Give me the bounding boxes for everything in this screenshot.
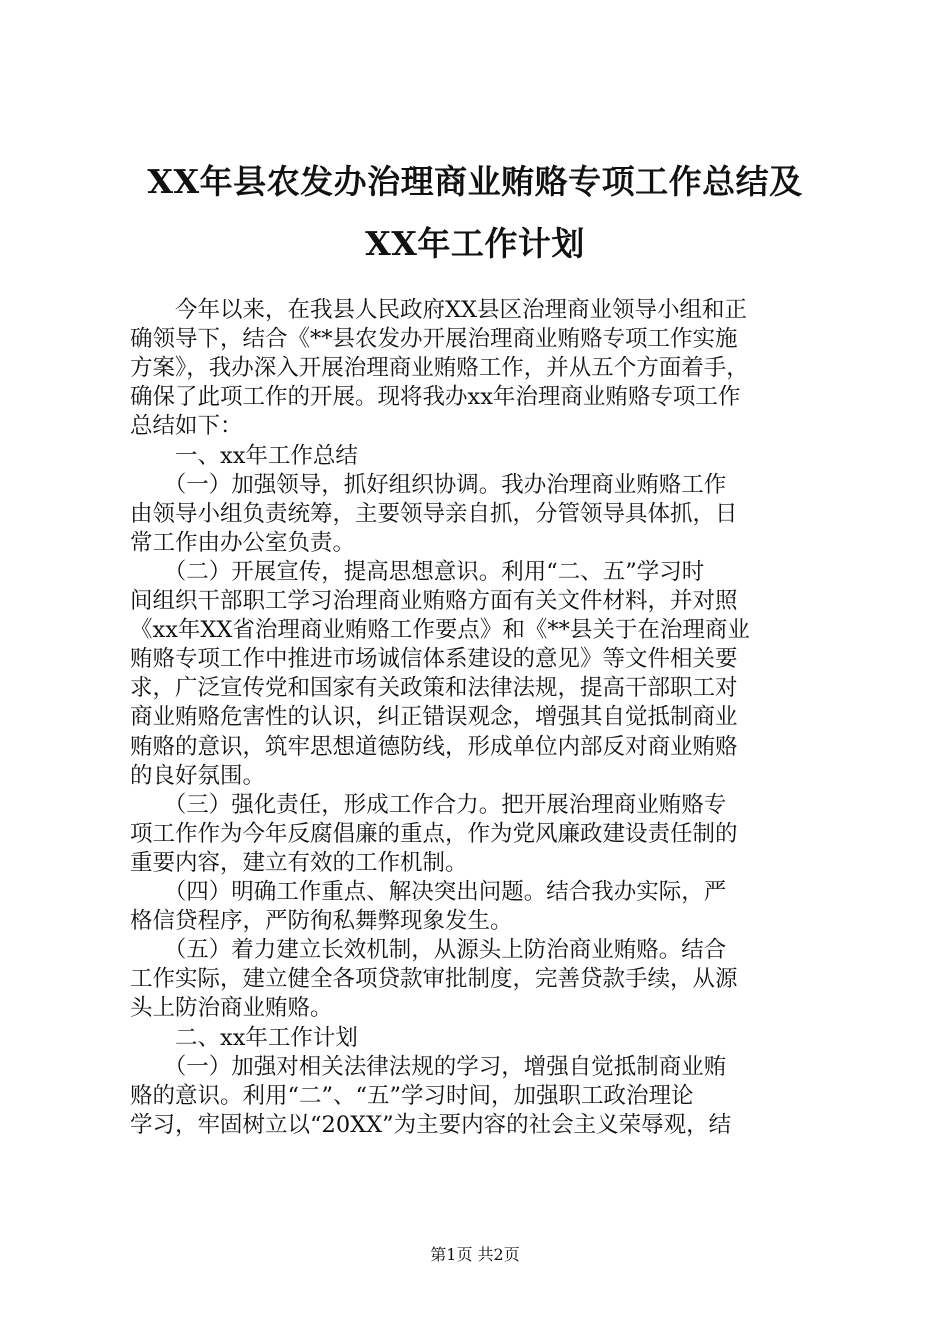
text-line: （一）加强领导，抓好组织协调。我办治理商业贿赂工作 (130, 471, 727, 498)
text-line: 由领导小组负责统筹，主要领导亲自抓，分管领导具体抓，日 (130, 500, 738, 527)
text-line: 总结如下： (130, 413, 243, 440)
text-line: 二、xx年工作计划 (130, 1024, 358, 1051)
text-line: （四）明确工作重点、解决突出问题。结合我办实际，严 (130, 879, 727, 905)
document-title-line2: XX年工作计划 (365, 224, 585, 263)
page-footer: 第1页 共2页 (430, 1245, 520, 1264)
text-line: 今年以来，在我县人民政府XX县区治理商业领导小组和正 (130, 297, 748, 323)
text-line: 格信贷程序，严防徇私舞弊现象发生。 (130, 908, 513, 935)
text-line: 间组织干部职工学习治理商业贿赂方面有关文件材料，并对照 (130, 588, 738, 614)
text-line: 常工作由办公室负责。 (130, 529, 356, 556)
text-line: 头上防治商业贿赂。 (130, 995, 333, 1022)
document-title-line1: XX年县农发办治理商业贿赂专项工作总结及 (147, 162, 803, 201)
text-line: 赂的意识。利用“二”、“五”学习时间，加强职工政治理论 (130, 1082, 694, 1109)
text-line: 的良好氛围。 (130, 762, 266, 789)
text-line: （五）着力建立长效机制，从源头上防治商业贿赂。结合 (130, 937, 727, 964)
text-line: 项工作作为今年反腐倡廉的重点，作为党风廉政建设责任制的 (130, 820, 738, 847)
text-line: 工作实际，建立健全各项贷款审批制度，完善贷款手续，从源 (130, 966, 738, 993)
text-line: 确领导下，结合《**县农发办开展治理商业贿赂专项工作实施 (130, 326, 738, 353)
text-line: 确保了此项工作的开展。现将我办xx年治理商业贿赂专项工作 (130, 384, 741, 411)
text-line: 重要内容，建立有效的工作机制。 (130, 849, 468, 876)
text-line: 学习，牢固树立以“20XX”为主要内容的社会主义荣辱观，结 (130, 1111, 732, 1138)
text-line: 贿赂专项工作中推进市场诚信体系建设的意见》等文件相关要 (130, 646, 738, 673)
text-line: 贿赂的意识，筑牢思想道德防线，形成单位内部反对商业贿赂 (130, 733, 738, 760)
text-line: 商业贿赂危害性的认识，纠正错误观念，增强其自觉抵制商业 (130, 704, 738, 731)
text-line: 方案》，我办深入开展治理商业贿赂工作，并从五个方面着手， (130, 355, 749, 382)
text-line: （三）强化责任，形成工作合力。把开展治理商业贿赂专 (130, 791, 727, 818)
text-line: 一、xx年工作总结 (130, 442, 358, 469)
text-line: （二）开展宣传，提高思想意识。利用“二、五”学习时 (130, 558, 705, 585)
text-line: （一）加强对相关法律法规的学习，增强自觉抵制商业贿 (130, 1053, 727, 1080)
text-line: 求，广泛宣传党和国家有关政策和法律法规，提高干部职工对 (130, 675, 738, 702)
text-line: 《xx年XX省治理商业贿赂工作要点》和《**县关于在治理商业 (130, 617, 750, 644)
